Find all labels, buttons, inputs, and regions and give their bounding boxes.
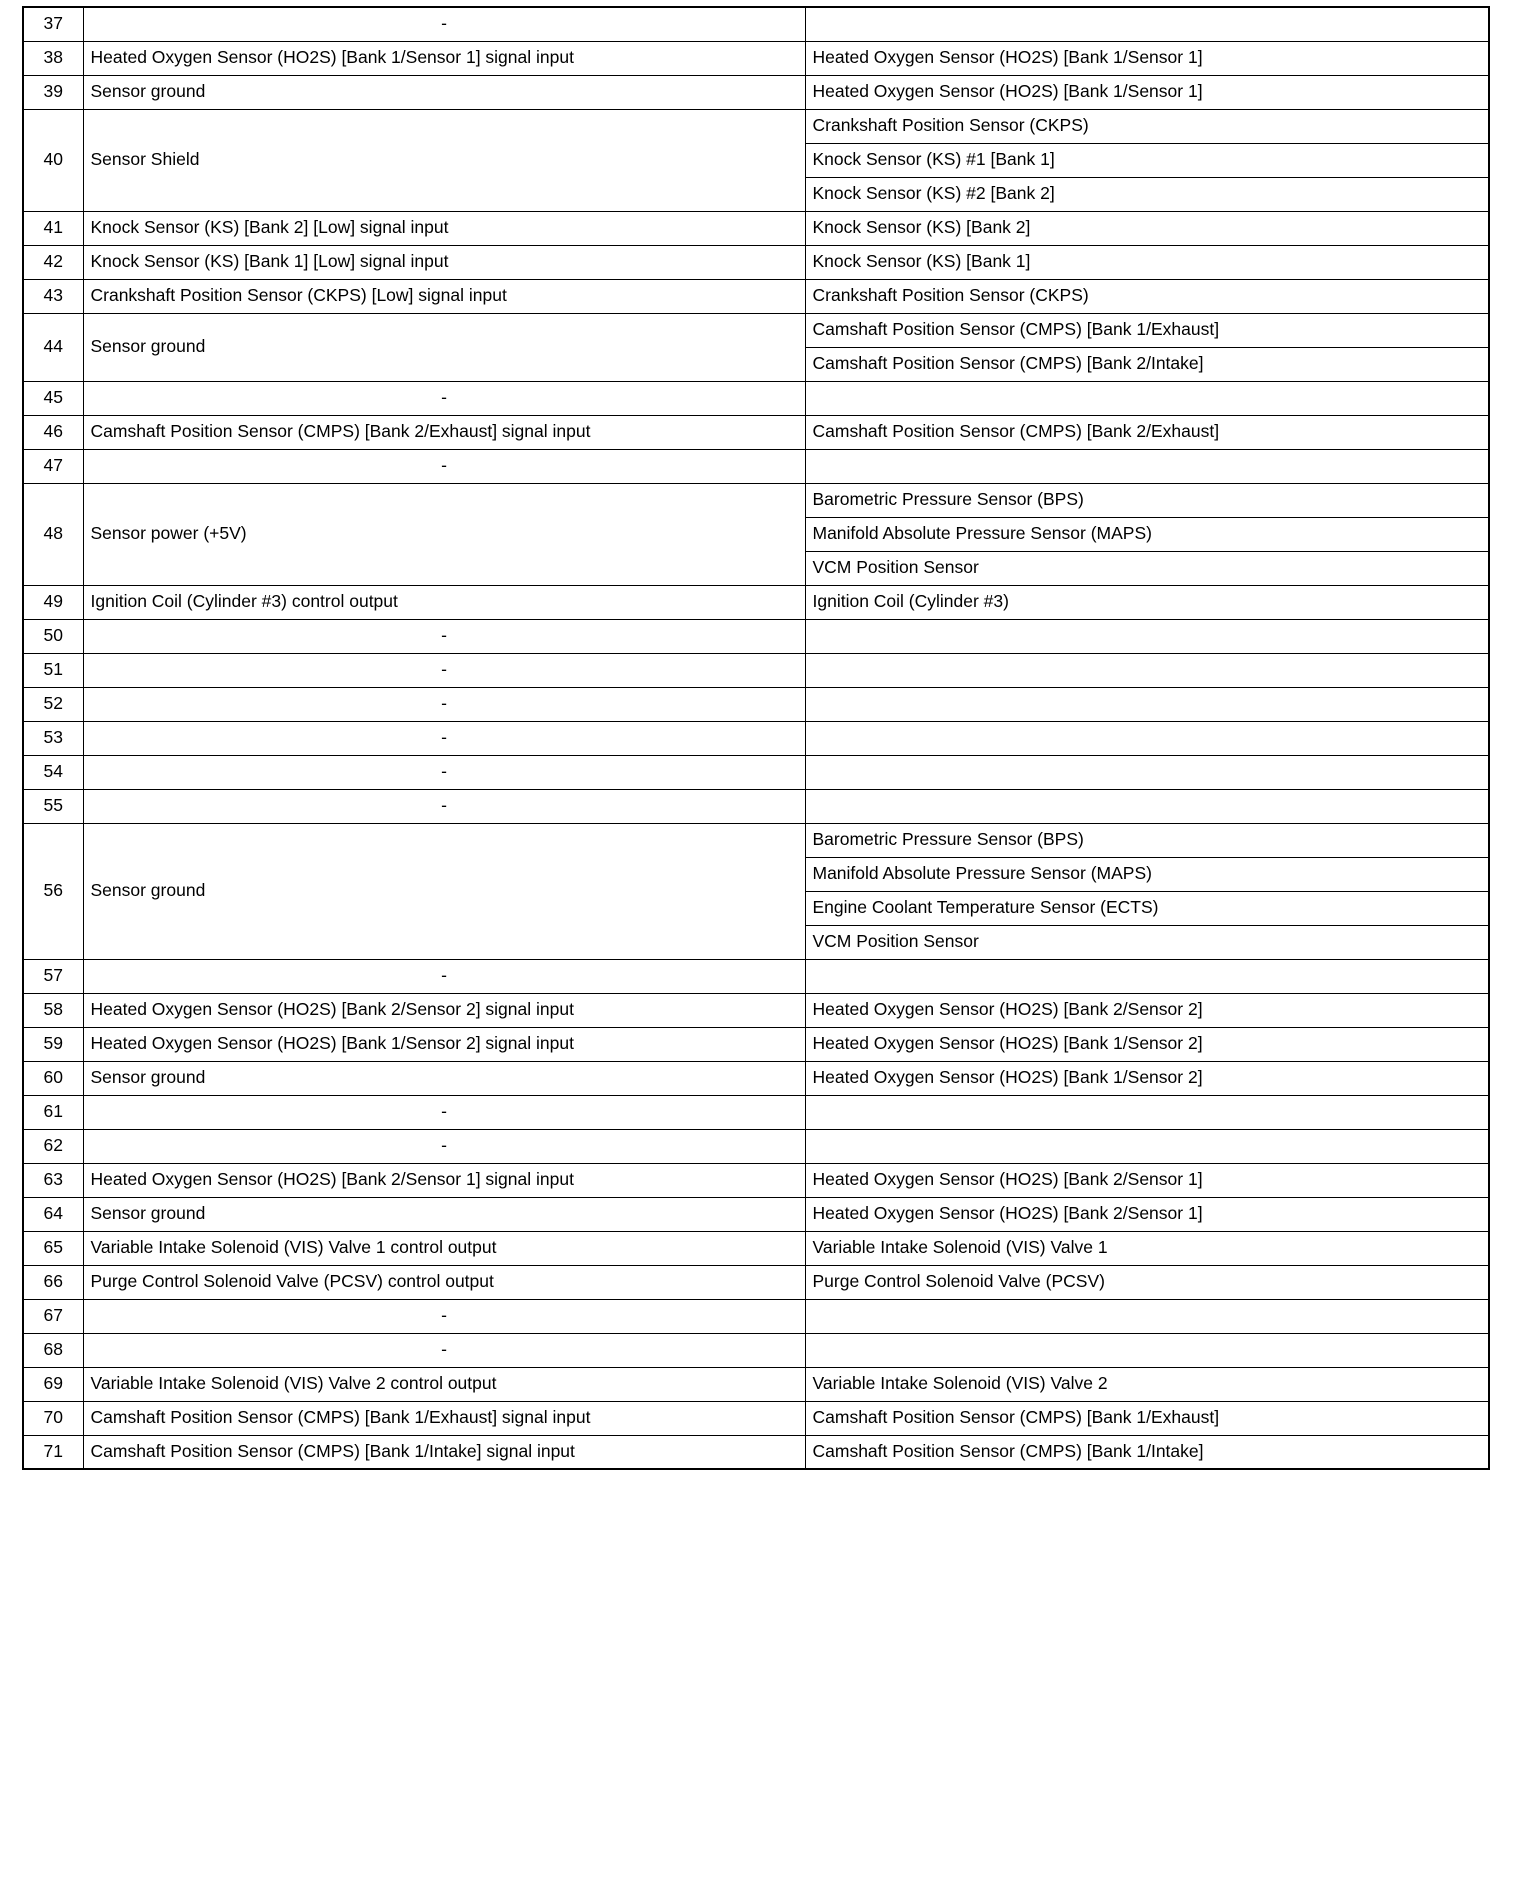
- pin-description-cell: Variable Intake Solenoid (VIS) Valve 1 control output: [83, 1231, 805, 1265]
- table-row: [23, 109, 1489, 143]
- connected-to-cell: [805, 381, 1489, 415]
- connected-to-cell: Knock Sensor (KS) [Bank 1]: [805, 245, 1489, 279]
- pin-description-cell: -: [83, 7, 805, 41]
- connected-to-cell: Heated Oxygen Sensor (HO2S) [Bank 2/Sensor 1]: [805, 1163, 1489, 1197]
- connected-to-cell: [805, 1095, 1489, 1129]
- table-row: [23, 1129, 1489, 1163]
- pin-description-cell: Sensor power (+5V): [83, 483, 805, 585]
- table-row: [23, 1061, 1489, 1095]
- pin-number-cell: 66: [23, 1265, 83, 1299]
- pin-number-cell: 45: [23, 381, 83, 415]
- table-row: [23, 1299, 1489, 1333]
- pin-number-cell: 69: [23, 1367, 83, 1401]
- pin-number-cell: 47: [23, 449, 83, 483]
- pin-description-cell: Crankshaft Position Sensor (CKPS) [Low] signal input: [83, 279, 805, 313]
- table-row: [23, 619, 1489, 653]
- connected-to-cell: [805, 653, 1489, 687]
- pin-description-cell: -: [83, 449, 805, 483]
- table-row: [23, 1163, 1489, 1197]
- pin-description-cell: -: [83, 381, 805, 415]
- pin-description-cell: Sensor ground: [83, 75, 805, 109]
- table-row: [23, 1027, 1489, 1061]
- connected-to-cell: Manifold Absolute Pressure Sensor (MAPS): [805, 857, 1489, 891]
- table-row: [23, 721, 1489, 755]
- ecm-pinout-table: [22, 6, 1490, 1470]
- pin-description-cell: -: [83, 653, 805, 687]
- connected-to-cell: Camshaft Position Sensor (CMPS) [Bank 1/Exhaust]: [805, 313, 1489, 347]
- pin-number-cell: 58: [23, 993, 83, 1027]
- pin-number-cell: 53: [23, 721, 83, 755]
- pin-number-cell: 44: [23, 313, 83, 381]
- connected-to-cell: [805, 1333, 1489, 1367]
- connected-to-cell: Heated Oxygen Sensor (HO2S) [Bank 1/Sensor 1]: [805, 75, 1489, 109]
- table-row: [23, 381, 1489, 415]
- table-row: [23, 483, 1489, 517]
- table-row: [23, 687, 1489, 721]
- table-row: [23, 41, 1489, 75]
- connected-to-cell: Engine Coolant Temperature Sensor (ECTS): [805, 891, 1489, 925]
- pin-number-cell: 50: [23, 619, 83, 653]
- table-body: [23, 7, 1489, 1469]
- pin-number-cell: 39: [23, 75, 83, 109]
- pin-number-cell: 71: [23, 1435, 83, 1469]
- pin-description-cell: Knock Sensor (KS) [Bank 1] [Low] signal input: [83, 245, 805, 279]
- pin-description-cell: -: [83, 1299, 805, 1333]
- pin-description-cell: Camshaft Position Sensor (CMPS) [Bank 1/Intake] signal input: [83, 1435, 805, 1469]
- pin-number-cell: 57: [23, 959, 83, 993]
- pin-description-cell: Sensor ground: [83, 1197, 805, 1231]
- pin-description-cell: Knock Sensor (KS) [Bank 2] [Low] signal input: [83, 211, 805, 245]
- connected-to-cell: Heated Oxygen Sensor (HO2S) [Bank 2/Sensor 1]: [805, 1197, 1489, 1231]
- connected-to-cell: Barometric Pressure Sensor (BPS): [805, 823, 1489, 857]
- pin-description-cell: Camshaft Position Sensor (CMPS) [Bank 1/Exhaust] signal input: [83, 1401, 805, 1435]
- pin-description-cell: Purge Control Solenoid Valve (PCSV) control output: [83, 1265, 805, 1299]
- pin-description-cell: -: [83, 1333, 805, 1367]
- table-row: [23, 653, 1489, 687]
- connected-to-cell: Ignition Coil (Cylinder #3): [805, 585, 1489, 619]
- pin-description-cell: -: [83, 1129, 805, 1163]
- pin-number-cell: 43: [23, 279, 83, 313]
- pin-description-cell: -: [83, 959, 805, 993]
- pin-number-cell: 68: [23, 1333, 83, 1367]
- pin-description-cell: -: [83, 1095, 805, 1129]
- connected-to-cell: Camshaft Position Sensor (CMPS) [Bank 2/Intake]: [805, 347, 1489, 381]
- connected-to-cell: [805, 755, 1489, 789]
- pin-description-cell: -: [83, 619, 805, 653]
- connected-to-cell: [805, 619, 1489, 653]
- pin-description-cell: Sensor Shield: [83, 109, 805, 211]
- connected-to-cell: Camshaft Position Sensor (CMPS) [Bank 1/Exhaust]: [805, 1401, 1489, 1435]
- connected-to-cell: Heated Oxygen Sensor (HO2S) [Bank 2/Sensor 2]: [805, 993, 1489, 1027]
- pin-description-cell: Variable Intake Solenoid (VIS) Valve 2 control output: [83, 1367, 805, 1401]
- connected-to-cell: Heated Oxygen Sensor (HO2S) [Bank 1/Sensor 2]: [805, 1061, 1489, 1095]
- pin-description-cell: -: [83, 789, 805, 823]
- pin-number-cell: 48: [23, 483, 83, 585]
- table-row: [23, 1333, 1489, 1367]
- pin-number-cell: 54: [23, 755, 83, 789]
- pin-description-cell: Sensor ground: [83, 313, 805, 381]
- table-row: [23, 755, 1489, 789]
- table-row: [23, 1197, 1489, 1231]
- connected-to-cell: Crankshaft Position Sensor (CKPS): [805, 279, 1489, 313]
- table-row: [23, 959, 1489, 993]
- pin-number-cell: 60: [23, 1061, 83, 1095]
- pin-description-cell: Ignition Coil (Cylinder #3) control output: [83, 585, 805, 619]
- table-row: [23, 245, 1489, 279]
- pin-description-cell: -: [83, 687, 805, 721]
- pin-number-cell: 42: [23, 245, 83, 279]
- table-row: [23, 211, 1489, 245]
- pin-number-cell: 67: [23, 1299, 83, 1333]
- table-row: [23, 1095, 1489, 1129]
- pin-number-cell: 65: [23, 1231, 83, 1265]
- connected-to-cell: Knock Sensor (KS) #2 [Bank 2]: [805, 177, 1489, 211]
- connected-to-cell: Camshaft Position Sensor (CMPS) [Bank 2/Exhaust]: [805, 415, 1489, 449]
- pin-description-cell: Heated Oxygen Sensor (HO2S) [Bank 2/Sensor 1] signal input: [83, 1163, 805, 1197]
- connected-to-cell: Crankshaft Position Sensor (CKPS): [805, 109, 1489, 143]
- table-row: [23, 1367, 1489, 1401]
- connected-to-cell: Manifold Absolute Pressure Sensor (MAPS): [805, 517, 1489, 551]
- connected-to-cell: Purge Control Solenoid Valve (PCSV): [805, 1265, 1489, 1299]
- pin-number-cell: 55: [23, 789, 83, 823]
- pin-description-cell: Heated Oxygen Sensor (HO2S) [Bank 1/Sensor 2] signal input: [83, 1027, 805, 1061]
- connected-to-cell: [805, 449, 1489, 483]
- table-row: [23, 279, 1489, 313]
- connected-to-cell: Variable Intake Solenoid (VIS) Valve 2: [805, 1367, 1489, 1401]
- table-row: [23, 7, 1489, 41]
- table-row: [23, 1231, 1489, 1265]
- connected-to-cell: [805, 1129, 1489, 1163]
- connected-to-cell: [805, 789, 1489, 823]
- pin-number-cell: 46: [23, 415, 83, 449]
- connected-to-cell: [805, 721, 1489, 755]
- connected-to-cell: Variable Intake Solenoid (VIS) Valve 1: [805, 1231, 1489, 1265]
- connected-to-cell: VCM Position Sensor: [805, 925, 1489, 959]
- table-row: [23, 1401, 1489, 1435]
- pin-number-cell: 37: [23, 7, 83, 41]
- connected-to-cell: Camshaft Position Sensor (CMPS) [Bank 1/Intake]: [805, 1435, 1489, 1469]
- table-row: [23, 313, 1489, 347]
- table-row: [23, 585, 1489, 619]
- pin-description-cell: Sensor ground: [83, 1061, 805, 1095]
- connected-to-cell: [805, 687, 1489, 721]
- pin-number-cell: 40: [23, 109, 83, 211]
- connected-to-cell: [805, 1299, 1489, 1333]
- table-row: [23, 1435, 1489, 1469]
- table-row: [23, 415, 1489, 449]
- table-row: [23, 993, 1489, 1027]
- table-row: [23, 823, 1489, 857]
- pin-number-cell: 63: [23, 1163, 83, 1197]
- pin-number-cell: 64: [23, 1197, 83, 1231]
- pin-number-cell: 49: [23, 585, 83, 619]
- connected-to-cell: Barometric Pressure Sensor (BPS): [805, 483, 1489, 517]
- pin-description-cell: Sensor ground: [83, 823, 805, 959]
- table-row: [23, 75, 1489, 109]
- table-row: [23, 1265, 1489, 1299]
- connected-to-cell: [805, 959, 1489, 993]
- pin-description-cell: -: [83, 755, 805, 789]
- table-row: [23, 449, 1489, 483]
- pin-number-cell: 51: [23, 653, 83, 687]
- connected-to-cell: Knock Sensor (KS) [Bank 2]: [805, 211, 1489, 245]
- pin-number-cell: 38: [23, 41, 83, 75]
- connected-to-cell: Knock Sensor (KS) #1 [Bank 1]: [805, 143, 1489, 177]
- pin-description-cell: Heated Oxygen Sensor (HO2S) [Bank 1/Sensor 1] signal input: [83, 41, 805, 75]
- pin-number-cell: 70: [23, 1401, 83, 1435]
- table-row: [23, 789, 1489, 823]
- connected-to-cell: [805, 7, 1489, 41]
- pin-number-cell: 56: [23, 823, 83, 959]
- connected-to-cell: Heated Oxygen Sensor (HO2S) [Bank 1/Sensor 1]: [805, 41, 1489, 75]
- pin-description-cell: Heated Oxygen Sensor (HO2S) [Bank 2/Sensor 2] signal input: [83, 993, 805, 1027]
- connected-to-cell: VCM Position Sensor: [805, 551, 1489, 585]
- pin-number-cell: 41: [23, 211, 83, 245]
- pin-number-cell: 62: [23, 1129, 83, 1163]
- pin-description-cell: -: [83, 721, 805, 755]
- pin-description-cell: Camshaft Position Sensor (CMPS) [Bank 2/Exhaust] signal input: [83, 415, 805, 449]
- connected-to-cell: Heated Oxygen Sensor (HO2S) [Bank 1/Sensor 2]: [805, 1027, 1489, 1061]
- pin-number-cell: 59: [23, 1027, 83, 1061]
- pin-number-cell: 61: [23, 1095, 83, 1129]
- pin-number-cell: 52: [23, 687, 83, 721]
